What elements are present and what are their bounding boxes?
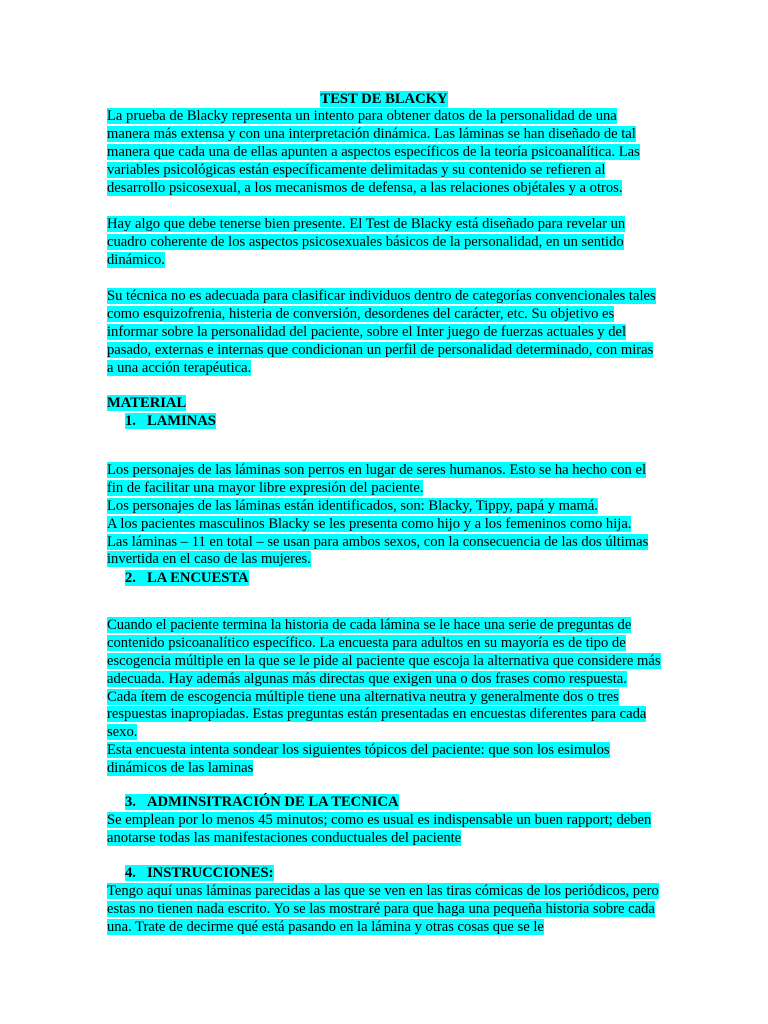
document-title — [0, 90, 768, 108]
intro-paragraph-1: La prueba de Blacky representa un intento para obtener datos de la personalidad de una manera más extensa y con una interpretación dinámica. Las láminas se han diseñado de tal manera que cada una de ellas apunten a aspectos específicos de la teoría psicoanalítica. Las variables psicológicas están específicamente delimitadas y su contenido se refieren al desarrollo psicosexual, a los mecanismos de defensa, a las relaciones objétales y a otros. — [107, 108, 640, 196]
intro-paragraph-3: Su técnica no es adecuada para clasificar individuos dentro de categorías convencionales tales como esquizofrenia, histeria de conversión, desordenes del carácter, etc. Su objetivo es informar sobre la personalidad del paciente, sobre el Inter juego de fuerzas actuales y del pasado, externas e internas que condicionan un perfil de personalidad determinado, con miras a una acción terapéutica. — [107, 288, 656, 376]
section-2-body: Cuando el paciente termina la historia de cada lámina se le hace una serie de preguntas de contenido psicoanalítico específico. La encuesta para adultos en su mayoría es de tipo de escogencia múltiple en la que se le pide al paciente que escoja la alternativa que considere más adecuada. Hay además algunas más directas que exigen una o dos frases como respuesta. Cada ítem de escogencia múltiple tiene una alternativa neutra y generalmente dos o tres respuestas inapropiadas. Estas preguntas están presentadas en encuestas diferentes para cada sexo. Esta encuesta intenta sondear los siguientes tópicos del paciente: que son los esimulos dinámicos de las laminas — [107, 616, 661, 777]
section-1-body: Los personajes de las láminas son perros en lugar de seres humanos. Esto se ha hecho con el fin de facilitar una mayor libre expresión del paciente. Los personajes de las láminas están identificados, son: Blacky, Tippy, papá y mamá. A los pacientes masculinos Blacky se les presenta como hijo y a los femeninos como hija. Las láminas – 11 en total – se usan para ambos sexos, con la consecuencia de las dos últimas invertida en el caso de las mujeres. — [107, 461, 649, 568]
section-3-body: Se emplean por lo menos 45 minutos; como es usual es indispensable un buen rapport; deben anotarse todas las manifestaciones conductuales del paciente — [107, 812, 652, 846]
document-title-text: TEST DE BLACKY — [320, 91, 448, 107]
section-1-heading: 1. LAMINAS — [125, 413, 216, 429]
intro-paragraph-2: Hay algo que debe tenerse bien presente. El Test de Blacky está diseñado para revelar un cuadro coherente de los aspectos psicosexuales básicos de la personalidad, en un sentido dinámico. — [107, 216, 626, 268]
section-3-heading: 3. ADMINSITRACIÓN DE LA TECNICA — [125, 794, 399, 810]
section-4-heading: 4. INSTRUCCIONES: — [125, 865, 274, 881]
material-heading: MATERIAL — [107, 395, 187, 411]
section-2-heading: 2. LA ENCUESTA — [125, 570, 249, 586]
section-4-body: Tengo aquí unas láminas parecidas a las que se ven en las tiras cómicas de los periódicos, pero estas no tienen nada escrito. Yo se las mostraré para que haga una pequeña historia sobre cada una. Trate de decirme qué está pasando en la lámina y otras cosas que se le — [107, 883, 659, 935]
